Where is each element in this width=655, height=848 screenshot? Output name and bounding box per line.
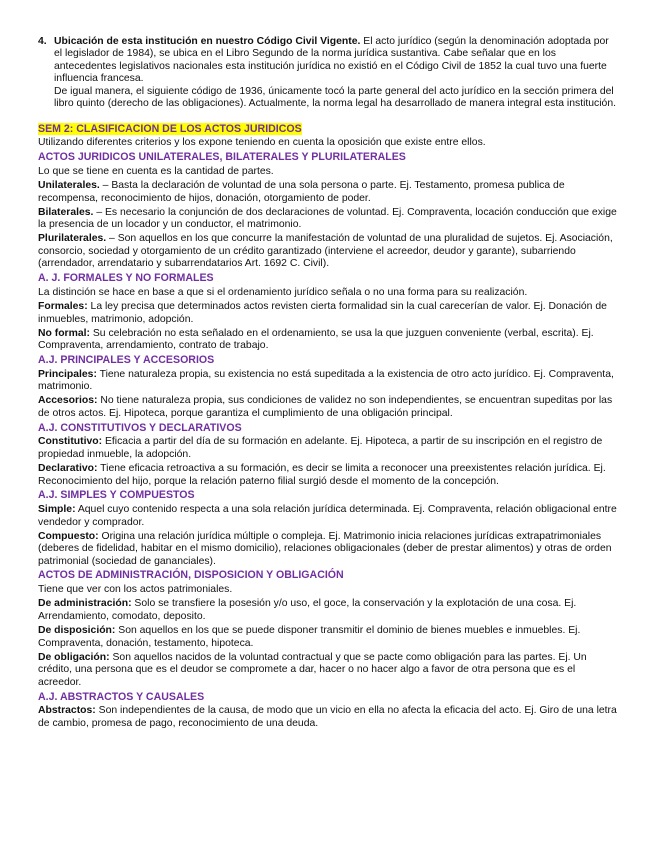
paragraph-text: – Es necesario la conjunción de dos declaraciones de voluntad. Ej. Compraventa, locación conducción que exige la presencia de un locador y un conductor, el matrimonio. bbox=[38, 206, 617, 231]
section-heading: A. J. FORMALES Y NO FORMALES bbox=[38, 272, 214, 285]
term-label: De disposición: bbox=[38, 625, 116, 637]
section-paragraph bbox=[38, 504, 618, 529]
section-paragraph bbox=[38, 287, 618, 300]
section-heading: A.J. PRINCIPALES Y ACCESORIOS bbox=[38, 353, 215, 366]
intro-paragraph-2: De igual manera, el siguiente código de 1936, únicamente tocó la parte general del acto jurídico en la sección primera del libro quinto (derecho de las obligaciones). Actualmente, la norma legal ha desarrollado de manera integral esta institución. bbox=[54, 85, 617, 110]
paragraph-text: Son aquellos en los que se puede disponer transmitir el dominio de bienes muebles e inmuebles. Ej. Compraventa, donación, testamento, hipoteca. bbox=[38, 625, 581, 649]
paragraph-text: Eficacia a partir del día de su formación en adelante. Ej. Hipoteca, a partir de su inscripción en el registro de propiedad inmueble, la adopción. bbox=[38, 436, 603, 460]
section-paragraph bbox=[38, 625, 618, 650]
term-label: Bilaterales. bbox=[38, 206, 94, 218]
intro-text-1: El acto jurídico (según la denominación adoptada por el legislador de 1984), se ubica en el Libro Segundo de la norma jurídica sustantiva. Cabe señalar que en los antecedentes legislativos nacionales esta institución jurídica no existió en el Código Civil de 1852 la cual tuvo una fuerte influencia francesa. bbox=[54, 36, 609, 85]
term-label: Constitutivo: bbox=[38, 436, 103, 448]
term-label: Compuesto: bbox=[38, 530, 99, 542]
paragraph-text: Su celebración no esta señalado en el ordenamiento, se usa la que juzguen conveniente (verbal, escrita). Ej. Compraventa, arrendamiento, contrato de trabajo. bbox=[38, 327, 594, 352]
term-label: Abstractos: bbox=[38, 705, 96, 717]
section-paragraph bbox=[38, 328, 618, 353]
section-paragraph bbox=[38, 584, 618, 597]
section-paragraph bbox=[38, 180, 618, 205]
term-label: De obligación: bbox=[38, 651, 110, 663]
paragraph-text: Tiene naturaleza propia, su existencia no está supeditada a la existencia de otro acto jurídico. Ej. Compraventa, matrimonio. bbox=[38, 368, 614, 393]
section-paragraph bbox=[38, 598, 618, 623]
section-paragraph bbox=[38, 436, 618, 461]
section-paragraph bbox=[38, 463, 618, 488]
section-paragraph bbox=[38, 531, 618, 569]
intro-item bbox=[38, 36, 618, 110]
paragraph-text: Solo se transfiere la posesión y/o uso, el goce, la conservación y la explotación de una cosa. Ej. Arrendamiento, comodato, deposito. bbox=[38, 598, 577, 622]
sections bbox=[38, 151, 618, 730]
paragraph-text: La ley precisa que determinados actos revisten cierta formalidad sin la cual carecerían de valor. Ej. Donación de inmuebles, matrimonio, adopción. bbox=[38, 300, 607, 325]
term-label: Unilaterales. bbox=[38, 179, 100, 191]
intro-paragraph bbox=[54, 36, 618, 86]
term-label: Plurilaterales. bbox=[38, 233, 107, 245]
paragraph-text: Son aquellos nacidos de la voluntad contractual y que se pacte como obligación para las partes. Ej. Un crédito, una persona que es el deudor se compromete a dar, hacer o no hacer algo a favor de otra persona que es el acreedor. bbox=[38, 651, 587, 688]
sem-heading-line bbox=[38, 123, 618, 136]
term-label: De administración: bbox=[38, 598, 132, 610]
section-paragraph bbox=[38, 301, 618, 326]
paragraph-text: Tiene que ver con los actos patrimoniales. bbox=[38, 584, 233, 596]
sem-intro: Utilizando diferentes criterios y los expone teniendo en cuenta la oposición que existe entre ellos. bbox=[38, 137, 486, 149]
paragraph-text: Lo que se tiene en cuenta es la cantidad de partes. bbox=[38, 165, 274, 177]
section-heading: A.J. ABSTRACTOS Y CAUSALES bbox=[38, 690, 205, 703]
term-label: Principales: bbox=[38, 368, 97, 380]
section-paragraph bbox=[38, 207, 618, 232]
section-paragraph bbox=[38, 652, 618, 690]
section-heading: ACTOS DE ADMINISTRACIÓN, DISPOSICION Y OBLIGACIÓN bbox=[38, 569, 344, 582]
paragraph-text: – Basta la declaración de voluntad de una sola persona o parte. Ej. Testamento, promesa publica de recompensa, reconocimiento de hijos, donación, otorgamiento de poder. bbox=[38, 179, 565, 204]
term-label: Declarativo: bbox=[38, 463, 98, 474]
section-heading: A.J. SIMPLES Y COMPUESTOS bbox=[38, 489, 195, 502]
section-paragraph bbox=[38, 705, 618, 730]
section-paragraph bbox=[38, 395, 618, 420]
term-label: Formales: bbox=[38, 300, 88, 312]
paragraph-text: Tiene eficacia retroactiva a su formación, es decir se limita a reconocer una preexistentes relación jurídica. Ej. Reconocimiento del hijo, porque la relación paterno filial surgió desde el momento de la concepción. bbox=[38, 463, 606, 487]
intro-title: Ubicación de esta institución en nuestro Código Civil Vigente. bbox=[54, 36, 361, 47]
term-label: No formal: bbox=[38, 327, 90, 339]
section-paragraph bbox=[38, 166, 618, 179]
paragraph-text: La distinción se hace en base a que si el ordenamiento jurídico señala o no una forma para su realización. bbox=[38, 286, 528, 298]
list-number: 4. bbox=[38, 36, 47, 47]
paragraph-text: Origina una relación jurídica múltiple o compleja. Ej. Matrimonio inicia relaciones jurídicas extrapatrimoniales (deberes de fidelidad, habitar en el mismo domicilio), relaciones obligacionales (deber de prestar alimentos) y otras de orden patrimonial (sociedad de gananciales). bbox=[38, 530, 612, 567]
paragraph-text: Aquel cuyo contenido respecta a una sola relación jurídica determinada. Ej. Compraventa, relación obligacional entre vendedor y comprador. bbox=[38, 503, 617, 528]
section-heading: A.J. CONSTITUTIVOS Y DECLARATIVOS bbox=[38, 421, 242, 434]
paragraph-text: Son independientes de la causa, de modo que un vicio en ella no afecta la eficacia del acto. Ej. Giro de una letra de cambio, promesa de pago, reconocimiento de una deuda. bbox=[38, 705, 617, 729]
paragraph-text: No tiene naturaleza propia, sus condiciones de validez no son independientes, se encuentran supeditas por las de otros actos. Ej. Hipoteca, porque garantiza el cumplimiento de una obligación principal. bbox=[38, 395, 613, 419]
term-label: Accesorios: bbox=[38, 395, 98, 407]
document-page bbox=[38, 36, 618, 730]
section-paragraph bbox=[38, 369, 618, 394]
term-label: Simple: bbox=[38, 503, 76, 515]
sem-heading: SEM 2: CLASIFICACION DE LOS ACTOS JURIDICOS bbox=[38, 123, 302, 136]
paragraph-text: – Son aquellos en los que concurre la manifestación de voluntad de una pluralidad de sujetos. Ej. Asociación, consorcio, sociedad y otorgamiento de un crédito garantizado (interviene el acreedor, deudor y garante), subarriendo (arrendador, arrendatario y subarrendatarios Art. 1692 C. Civil). bbox=[38, 233, 613, 270]
section-heading: ACTOS JURIDICOS UNILATERALES, BILATERALES Y PLURILATERALES bbox=[38, 151, 406, 164]
section-paragraph bbox=[38, 233, 618, 271]
